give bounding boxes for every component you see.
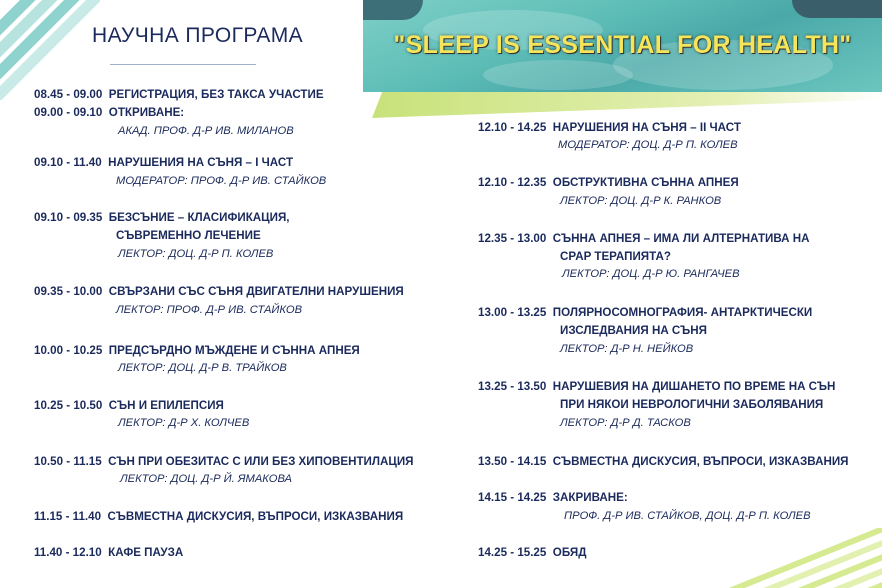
schedule-item: 12.10 - 12.35 ОБСТРУКТИВНА СЪННА АПНЕЯ: [478, 176, 739, 189]
speaker-line: ЛЕКТОР: Д-Р Х. КОЛЧЕВ: [118, 417, 250, 429]
schedule-item: 09.35 - 10.00 СВЪРЗАНИ СЪС СЪНЯ ДВИГАТЕЛНИ НАРУШЕНИЯ: [34, 285, 404, 298]
schedule-item: 14.25 - 15.25 ОБЯД: [478, 546, 587, 559]
speaker-line: ЛЕКТОР: ДОЦ. Д-Р Й. ЯМАКОВА: [120, 473, 293, 485]
schedule-item: 09.10 - 09.35 БЕЗСЪНИЕ – КЛАСИФИКАЦИЯ,: [34, 211, 290, 224]
speaker-line: ЛЕКТОР: Д-Р Д. ТАСКОВ: [560, 417, 691, 429]
speaker-line: ЛЕКТОР: ПРОФ. Д-Р ИВ. СТАЙКОВ: [116, 304, 303, 316]
schedule-item: 11.15 - 11.40 СЪВМЕСТНА ДИСКУСИЯ, ВЪПРОСИ, ИЗКАЗВАНИЯ: [34, 510, 404, 523]
schedule-item: 10.25 - 10.50 СЪН И ЕПИЛЕПСИЯ: [34, 399, 224, 412]
speaker-line: МОДЕРАТОР: ПРОФ. Д-Р ИВ. СТАЙКОВ: [116, 175, 327, 187]
schedule-item: 09.00 - 09.10 ОТКРИВАНЕ:: [34, 106, 185, 119]
schedule-item: 13.50 - 14.15 СЪВМЕСТНА ДИСКУСИЯ, ВЪПРОСИ, ИЗКАЗВАНИЯ: [478, 455, 849, 468]
speaker-line: ЛЕКТОР: ДОЦ. Д-Р Ю. РАНГАЧЕВ: [562, 268, 740, 280]
schedule-item: 12.10 - 14.25 НАРУШЕНИЯ НА СЪНЯ – II ЧАСТ: [478, 121, 741, 134]
page-title: НАУЧНА ПРОГРАМА: [92, 24, 304, 47]
schedule-item-line2: СЪВРЕМЕННО ЛЕЧЕНИЕ: [116, 229, 261, 242]
slogan: "SLEEP IS ESSENTIAL FOR HEALTH": [393, 31, 852, 59]
schedule-item: 13.25 - 13.50 НАРУШЕВИЯ НА ДИШАНЕТО ПО ВРЕМЕ НА СЪН: [478, 380, 836, 393]
speaker-line: ЛЕКТОР: ДОЦ. Д-Р В. ТРАЙКОВ: [118, 362, 287, 374]
speaker-line: МОДЕРАТОР: ДОЦ. Д-Р П. КОЛЕВ: [558, 139, 738, 151]
speaker-line: ЛЕКТОР: Д-Р Н. НЕЙКОВ: [560, 343, 694, 355]
schedule-item: 12.35 - 13.00 СЪННА АПНЕЯ – ИМА ЛИ АЛТЕРНАТИВА НА: [478, 232, 810, 245]
speaker-line: ПРОФ. Д-Р ИВ. СТАЙКОВ, ДОЦ. Д-Р П. КОЛЕВ: [564, 510, 811, 522]
speaker-line: АКАД. ПРОФ. Д-Р ИВ. МИЛАНОВ: [118, 125, 294, 137]
speaker-line: ЛЕКТОР: ДОЦ. Д-Р К. РАНКОВ: [560, 195, 722, 207]
speaker-line: ЛЕКТОР: ДОЦ. Д-Р П. КОЛЕВ: [118, 248, 274, 260]
title-divider: [110, 64, 256, 65]
schedule-item: 09.10 - 11.40 НАРУШЕНИЯ НА СЪНЯ – I ЧАСТ: [34, 156, 294, 169]
schedule-item: 08.45 - 09.00 РЕГИСТРАЦИЯ, БЕЗ ТАКСА УЧАСТИЕ: [34, 88, 324, 101]
green-accent-band: [372, 92, 882, 118]
schedule-item: 14.15 - 14.25 ЗАКРИВАНЕ:: [478, 491, 628, 504]
schedule-item-line2: CPAP ТЕРАПИЯТА?: [560, 250, 671, 263]
schedule-item-line2: ИЗСЛЕДВАНИЯ НА СЪНЯ: [560, 324, 707, 337]
corner-stripes-top-left: [0, 0, 100, 100]
schedule-item: 10.00 - 10.25 ПРЕДСЪРДНО МЪЖДЕНЕ И СЪННА АПНЕЯ: [34, 344, 360, 357]
schedule-item-line2: ПРИ НЯКОИ НЕВРОЛОГИЧНИ ЗАБОЛЯВАНИЯ: [560, 398, 824, 411]
schedule-item: 13.00 - 13.25 ПОЛЯРНОСОМНОГРАФИЯ- АНТАРКТИЧЕСКИ: [478, 306, 813, 319]
schedule-item: 10.50 - 11.15 СЪН ПРИ ОБЕЗИТАС С ИЛИ БЕЗ ХИПОВЕНТИЛАЦИЯ: [34, 455, 414, 468]
corner-stripes-bottom-right: [694, 528, 882, 588]
schedule-item: 11.40 - 12.10 КАФЕ ПАУЗА: [34, 546, 184, 559]
